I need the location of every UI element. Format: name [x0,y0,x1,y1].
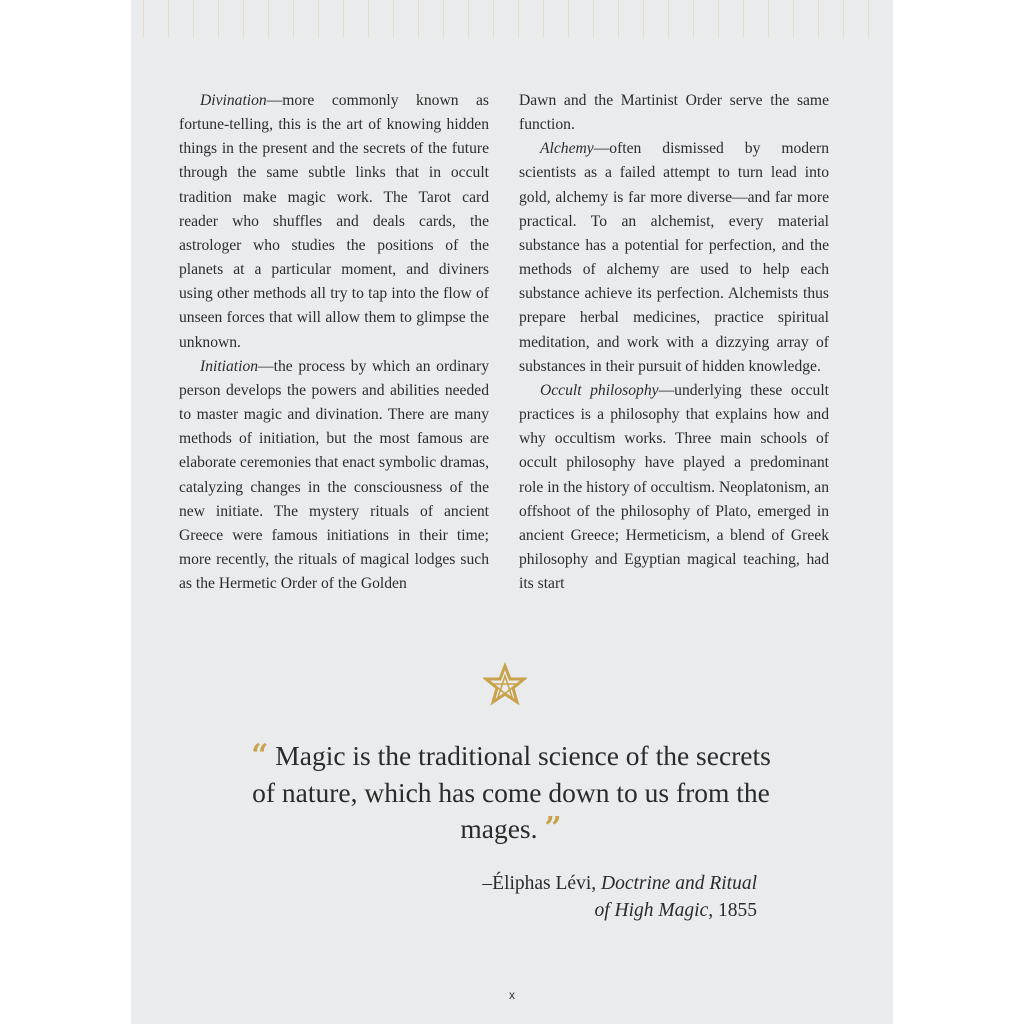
decorative-top-rules [131,0,893,38]
attribution-work-2: of High Magic, [594,900,714,921]
attribution-author: –Éliphas Lévi, [482,873,602,894]
pull-quote [241,738,781,848]
paragraph-initiation: Initiation—the process by which an ordinary person develops the powers and abilities needed to master magic and divination. There are many methods of initiation, but the most famous are elaborate ceremonies that enact symbolic dramas, catalyzing changes in the consciousness of the new initiate. The mystery rituals of ancient Greece were famous initiations in their time; more recently, the rituals of magical lodges such as the Hermetic Order of the Golden [179,357,490,593]
quote-attribution [482,870,757,924]
attribution-year: 1855 [713,900,757,921]
paragraph-divination: Divination—more commonly known as fortune-telling, this is the art of knowing hidden things in the present and the secrets of the future through the same subtle links that in occult tradition make magic work. The Tarot card reader who shuffles and deals cards, the astrologer who studies the positions of the planets at a particular moment, and diviners using other methods all try to tap into the flow of unseen forces that will allow them to glimpse the unknown. [179,92,489,351]
term-occult-philosophy: Occult philosophy [540,381,659,399]
term-divination: Divination [200,92,267,109]
pull-quote-text: Magic is the traditional science of the secrets of nature, which has come down to us from the mages. [252,740,771,844]
attribution-work-1: Doctrine and Ritual [601,873,757,894]
term-initiation: Initiation [200,357,259,375]
page-number: x [509,988,515,1002]
term-alchemy: Alchemy [540,140,594,158]
pentagram-star-icon [483,662,527,708]
open-quote-mark: “ [251,738,269,773]
close-quote-mark: ” [544,811,562,846]
paragraph-occult-philosophy: Occult philosophy—underlying these occult practices is a philosophy that explains how and why occultism works. Three main schools of occult philosophy have played a predominant role in the history of occultism. Neoplatonism, an offshoot of the philosophy of Plato, emerged in ancient Greece; Hermeticism, a blend of Greek philosophy and Egyptian magical teaching, had its start [519,381,830,593]
paragraph-alchemy: Alchemy—often dismissed by modern scientists as a failed attempt to turn lead into gold, alchemy is far more diverse—and far more practical. To an alchemist, every material substance has a potential for perfection, and the methods of alchemy are used to help each substance achieve its perfection. Alchemists thus prepare herbal medicines, practice spiritual meditation, and work with a dizzying array of substances in their pursuit of hidden knowledge. [519,140,829,375]
book-page [131,0,893,1024]
attribution-line-2 [482,897,757,924]
paragraph-continuation: Dawn and the Martinist Order serve the same function. [519,92,829,134]
left-text-column [179,89,489,596]
right-text-column [519,89,829,596]
attribution-line-1 [482,870,757,897]
